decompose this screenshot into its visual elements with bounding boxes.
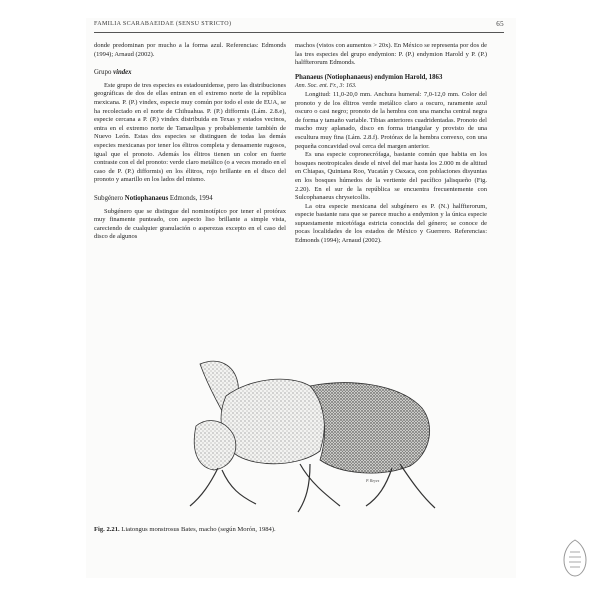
group-paragraph: Este grupo de tres especies es estadounidense, pero las distribuciones geográficas de dos de ellas entran en el extremo norte de la república mexicana. P. (P.) vindex, especie muy común por todo el este de EUA, se ha recolectado en el norte de Chihuahua. P. (P.) difformis (Lám. 2.8.e), especie cercana a P. (P.) vindex distribuida en Texas y estados vecinos, entra en el extremo norte de Tamaulipas y probablemente también de Nuevo León. Estas dos especies se distinguen de todas las demás especies mexicanas por tener los élitros completa y densamente rugosos, igual que el pronoto. Además los élitros tienen un color en fuerte contraste con el del pronoto: verde claro metálico (o a veces morado en el caso de P. (P.) difformis) en los élitros, rojo brillante en el disco del pronoto y amarillo en los lados del mismo. <box>94 81 286 184</box>
species-title: Phanaeus (Notiophanaeus) endymion Harold, 1863 <box>295 73 443 81</box>
beetle-illustration <box>160 356 460 516</box>
subgenus-paragraph: Subgénero que se distingue del nominotípico por tener el protórax muy finamente punteado, con aspecto liso brillante a simple vista, careciendo de cualquier granulación o asperezas excepto en el caso del disco de algunos <box>94 207 286 241</box>
publisher-logo-icon <box>560 538 590 578</box>
beetle-leg-mid <box>298 464 340 512</box>
species-reference: Ann. Soc. ent. Fr., 3: 163. <box>295 83 357 90</box>
description-paragraph: Longitud: 11,0-20,0 mm. Anchura humeral: 7,0-12,0 mm. Color del pronoto y de los élitros verde metálico claro a oscuro, raramente azul oscuro o casi negro; pronoto de la hembra con una mancha central negra de forma y tamaño variable. Tibias anteriores cuadridentadas. Pronoto del macho muy aplanado, disco en forma triangular y provisto de una escultura muy fina (Lám. 2.8.f). Protórax de la hembra convexo, con una pequeña concavidad oval cerca del margen anterior. <box>295 90 487 150</box>
beetle-pronotum <box>221 379 324 464</box>
header-rule <box>94 32 504 33</box>
figure-caption: Fig. 2.21. Liatongus monstrosus Bates, macho (según Morón, 1984). <box>94 526 276 533</box>
left-column <box>94 42 286 242</box>
other-species-paragraph: La otra especie mexicana del subgénero es P. (N.) halffterorum, especie bastante rara que se parece mucho a endymion y la única especie supuestamente micetófaga estricta conocida del género; se conoce de pocas localidades de los estados de México y Guerrero. Referencias: Edmonds (1994); Arnaud (2002). <box>295 202 487 245</box>
ecology-paragraph: Es una especie copronecrófaga, bastante común que habita en los bosques neotropicales desde el nivel del mar hasta los 2.000 m de altitud en Chiapas, Quintana Roo, Yucatán y Oaxaca, con poblaciones disyuntas en los bosques húmedos de la vertiente del pacífico jalisqueño (Fig. 2.20). En el sur de la república se encuentra frecuentemente con Sulcophanaeus chryseicollis. <box>295 151 487 202</box>
beetle-leg-front <box>190 468 256 506</box>
page-number: 65 <box>496 20 504 28</box>
subgenus-heading: Subgénero Notiophanaeus Edmonds, 1994 <box>94 194 213 202</box>
left-intro-paragraph: donde predominan por mucho a la forma azul. Referencias: Edmonds (1994); Arnaud (2002). <box>94 42 286 58</box>
right-column <box>295 42 487 246</box>
running-title: FAMILIA SCARABAEIDAE (SENSU STRICTO) <box>94 21 232 27</box>
right-intro-paragraph: machos (vistos con aumentos > 20x). En México se representa por dos de las tres especies del grupo endymion: P. (P.) endymion Harold y P. (P.) halffterorum Edmonds. <box>295 42 487 67</box>
illustrator-signature: P. Reyes <box>366 478 380 483</box>
beetle-elytra <box>310 383 430 473</box>
group-heading: Grupo vindex <box>94 69 132 77</box>
